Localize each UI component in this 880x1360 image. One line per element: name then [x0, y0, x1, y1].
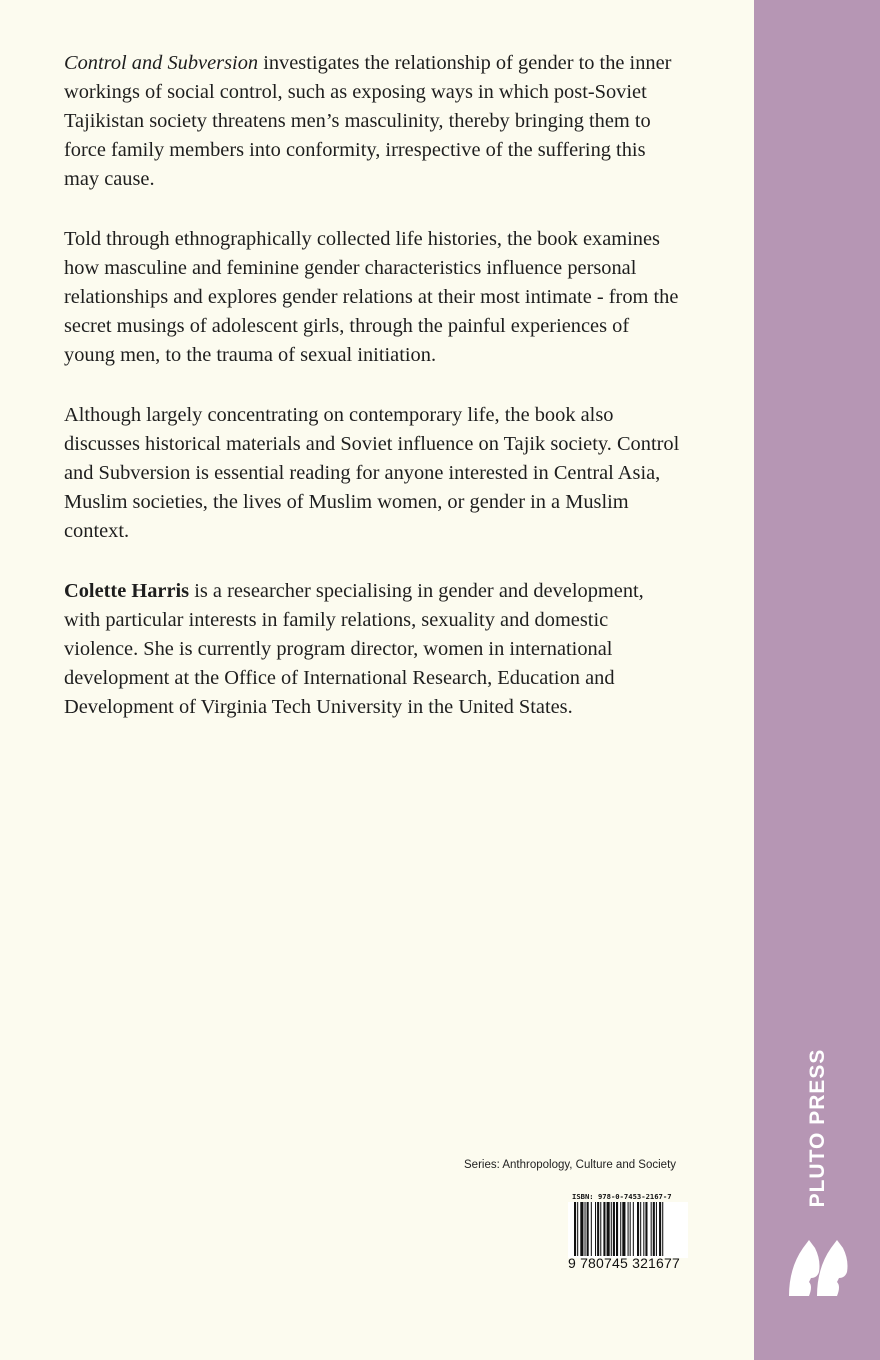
- barcode-bar: [622, 1202, 625, 1256]
- barcode-icon: [568, 1202, 688, 1258]
- barcode-bar: [628, 1202, 629, 1256]
- barcode-bar: [600, 1202, 601, 1256]
- barcode-bar: [656, 1202, 657, 1256]
- barcode-bar: [591, 1202, 592, 1256]
- barcode-bar: [640, 1202, 641, 1256]
- author-bio: is a researcher specialising in gender and development, with particular interests in family relations, sexuality and domestic violence. She is currently program director, women in international development at the Office of International Research, Education and Development of Virginia Tech University in the United States.: [64, 580, 644, 718]
- barcode-bar: [643, 1202, 644, 1256]
- barcode-bar: [645, 1202, 647, 1256]
- barcode-bar: [611, 1202, 612, 1256]
- description-paragraph-2: Told through ethnographically collected life histories, the book examines how masculine and feminine gender characteristics influence personal relationships and explores gender relations at their most intimate - from the secret musings of adolescent girls, through the painful experiences of young men, to the trauma of sexual initiation.: [64, 228, 679, 366]
- barcode-bar: [651, 1202, 652, 1256]
- barcode-bar: [616, 1202, 618, 1256]
- barcode-bar: [577, 1202, 578, 1256]
- book-title-italic: Control and Subversion: [64, 52, 259, 74]
- series-label: Series: Anthropology, Culture and Society: [464, 1159, 677, 1171]
- isbn-label: ISBN: 978-0-7453-2167-7: [572, 1192, 672, 1201]
- barcode-block: [568, 1192, 688, 1282]
- description-paragraph-1: [64, 49, 684, 194]
- paragraph-1-text: investigates the relationship of gender to the inner workings of social control, such as exposing ways in which post-Soviet Tajikistan society threatens men’s masculinity, thereby bringing them to force family members into conformity, irrespective of the suffering this may cause.: [64, 52, 672, 190]
- barcode-bar: [637, 1202, 639, 1256]
- pluto-press-logo-icon: [787, 1238, 849, 1298]
- barcode-bar: [585, 1202, 586, 1256]
- barcode-bar: [587, 1202, 589, 1256]
- barcode-bar: [613, 1202, 615, 1256]
- barcode-bar: [653, 1202, 655, 1256]
- author-paragraph: [64, 577, 684, 722]
- barcode-bar: [620, 1202, 621, 1256]
- barcode-bar: [580, 1202, 583, 1256]
- book-description: [64, 49, 684, 753]
- barcode-bar: [595, 1202, 596, 1256]
- barcode-bar: [607, 1202, 610, 1256]
- barcode-bar: [574, 1202, 576, 1256]
- barcode-bar: [603, 1202, 605, 1256]
- barcode-bar: [597, 1202, 599, 1256]
- barcode-bar: [630, 1202, 631, 1256]
- barcode-digits: 9 780745 321677: [568, 1255, 680, 1271]
- barcode-bar: [662, 1202, 663, 1256]
- publisher-name: PLUTO PRESS: [806, 1048, 829, 1208]
- author-name: Colette Harris: [64, 580, 190, 602]
- barcode-bar: [659, 1202, 661, 1256]
- barcode-bar: [633, 1202, 634, 1256]
- description-paragraph-3: Although largely concentrating on contemporary life, the book also discusses historical materials and Soviet influence on Tajik society. Control and Subversion is essential reading for anyone interested in Central Asia, Muslim societies, the lives of Muslim women, or gender in a Muslim context.: [64, 404, 680, 542]
